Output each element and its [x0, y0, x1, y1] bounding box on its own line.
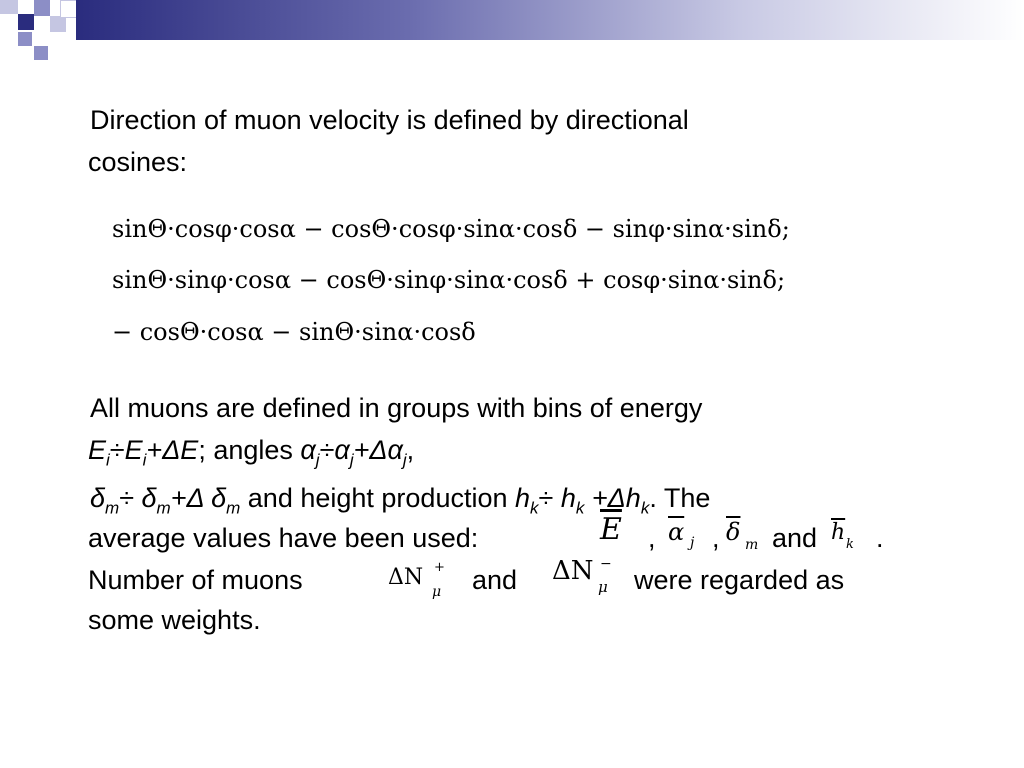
- corner-square-1: [0, 0, 18, 14]
- para2-line4: average values have been used:: [88, 523, 479, 553]
- and-text: and: [772, 523, 818, 553]
- para2-line5-end: were regarded as: [634, 565, 845, 595]
- equation-2: sinΘ·sinφ·cosα − cosΘ·sinφ·sinα·cosδ + cosφ·sinα·sinδ;: [112, 266, 786, 294]
- corner-square-2: [18, 14, 34, 30]
- equation-3: − cosΘ·cosα − sinΘ·sinα·cosδ: [112, 318, 476, 346]
- para2-line2: $E_i\div E_i+\Delta E$; angles $\alpha_j\div\alpha_j+\Delta\alpha_j$,: [88, 435, 415, 470]
- avg-h-symbol: $\overline{h}$: [831, 520, 846, 545]
- avg-h-subscript: k: [846, 537, 854, 552]
- para2-line5-start: Number of muons: [88, 565, 303, 595]
- and-text-2: and: [472, 565, 518, 595]
- para2-line3: $\delta_m\div \delta_m+\Delta$ $\delta_m$ and height production $h_k\div h_k +\Delta h_k$. The: [90, 483, 711, 518]
- avg-delta-symbol: $\overline{\delta}$: [726, 518, 741, 546]
- para2-line1: All muons are defined in groups with bins of energy: [90, 393, 703, 423]
- para1-line2: cosines:: [88, 147, 188, 177]
- corner-square-6: [18, 32, 32, 46]
- avg-alpha-symbol: $\overline{\alpha}$: [668, 518, 685, 546]
- corner-square-7: [34, 46, 48, 60]
- period: .: [876, 523, 884, 553]
- minus-superscript: −: [600, 556, 612, 572]
- para2-line6: some weights.: [88, 605, 261, 635]
- corner-square-4: [50, 16, 66, 32]
- corner-square-3: [34, 0, 50, 16]
- title-bar-gradient: [76, 0, 1024, 40]
- comma-2: ,: [712, 523, 720, 553]
- delta-n-minus-symbol: ΔN: [552, 556, 594, 586]
- para1-line1: Direction of muon velocity is defined by directional: [90, 105, 689, 135]
- equation-1: sinΘ·cosφ·cosα − cosΘ·cosφ·sinα·cosδ − sinφ·sinα·sinδ;: [112, 215, 790, 243]
- plus-superscript: +: [434, 560, 445, 575]
- comma-1: ,: [648, 523, 656, 553]
- avg-alpha-subscript: j: [690, 535, 695, 551]
- mu-subscript-2: μ: [598, 578, 608, 596]
- mu-subscript-1: μ: [432, 584, 442, 600]
- energy-symbol: E: [88, 435, 107, 465]
- avg-energy-symbol: $\overline{E}$: [600, 512, 622, 547]
- delta-n-plus-symbol: ΔN: [388, 565, 424, 590]
- avg-delta-subscript: m: [745, 537, 759, 553]
